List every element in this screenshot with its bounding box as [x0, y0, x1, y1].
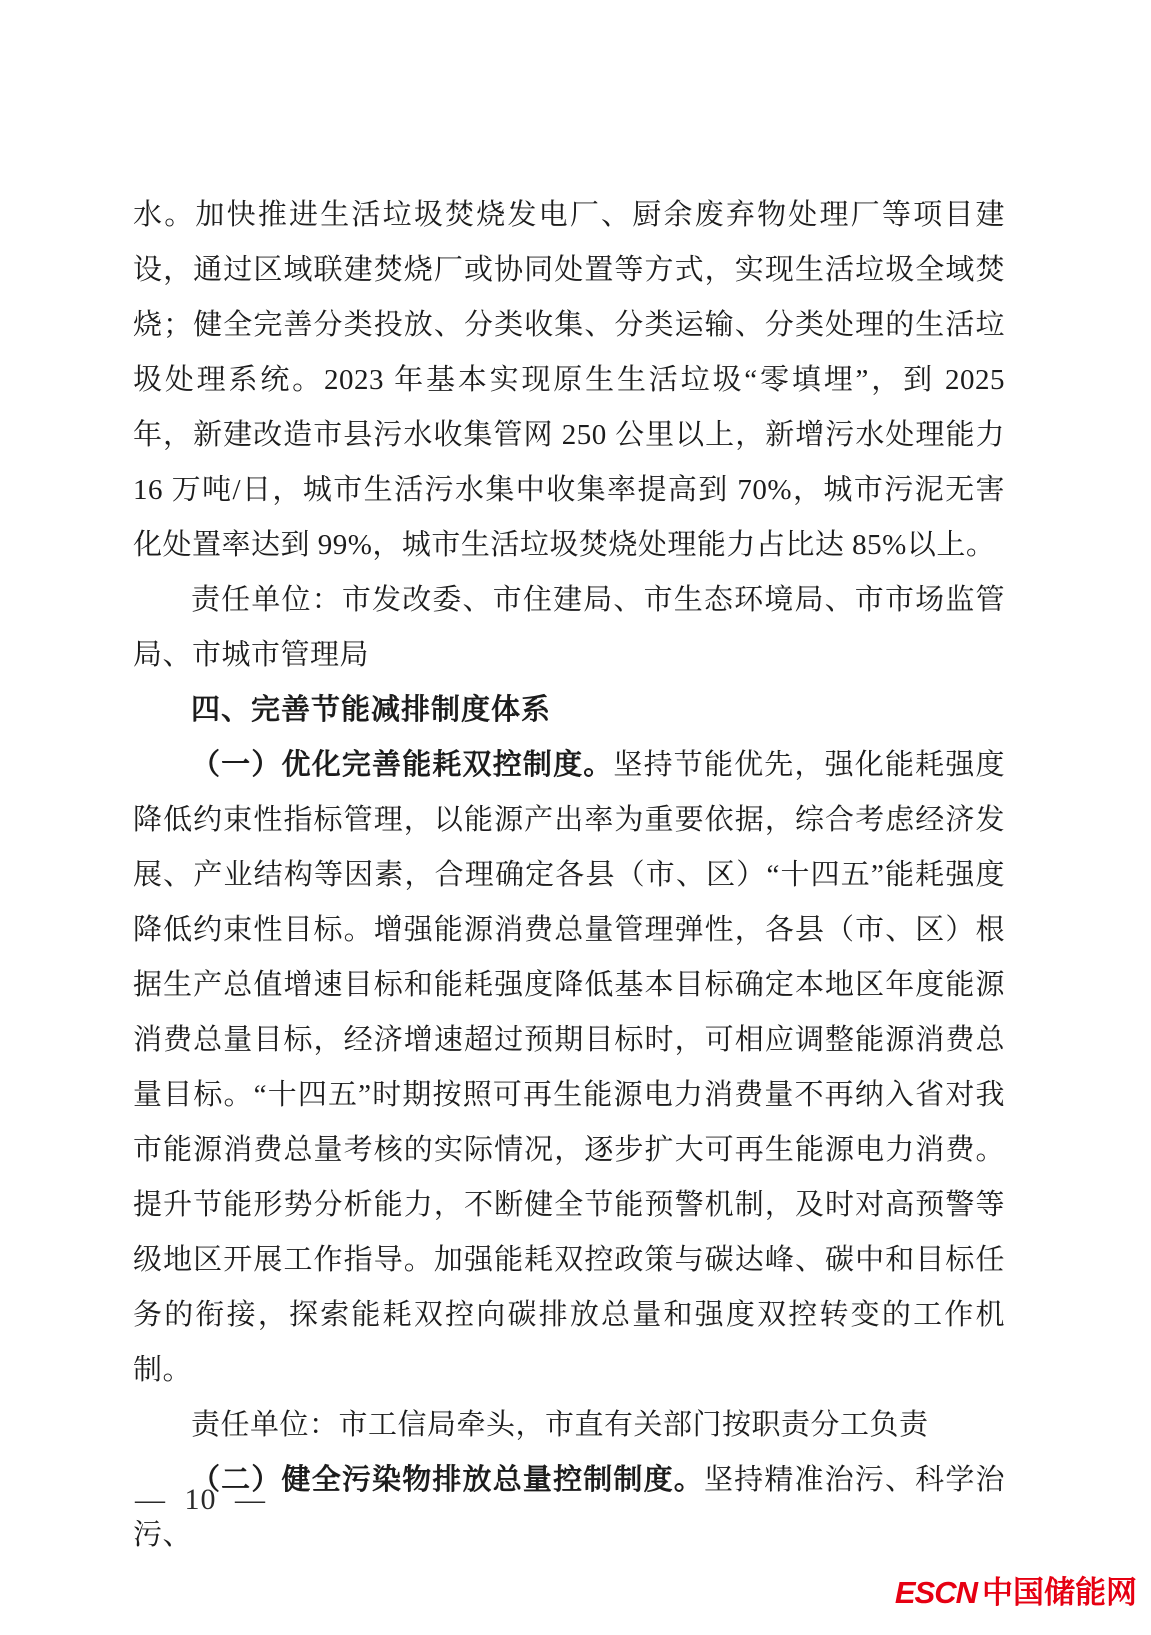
item-2-lead: （二）健全污染物排放总量控制制度。 — [191, 1464, 704, 1496]
escn-logo — [895, 1576, 1137, 1610]
item-1-text: 坚持节能优先，强化能耗强度降低约束性指标管理，以能源产出率为重要依据，综合考虑经济发展、产业结构等因素，合理确定各县（市、区）“十四五”能耗强度降低约束性目标。增强能源消费总量管理弹性，各县（市、区）根据生产总值增速目标和能耗强度降低基本目标确定本地区年度能源消费总量目标，经济增速超过预期目标时，可相应调整能源消费总量目标。“十四五”时期按照可再生能源电力消费量不再纳入省对我市能源消费总量考核的实际情况，逐步扩大可再生能源电力消费。提升节能形势分析能力，不断健全节能预警机制，及时对高预警等级地区开展工作指导。加强能耗双控政策与碳达峰、碳中和目标任务的衔接，探索能耗双控向碳排放总量和强度双控转变的工作机制。 — [133, 749, 1005, 1386]
paragraph-responsible-units-1: 责任单位：市发改委、市住建局、市生态环境局、市市场监管局、市城市管理局 — [133, 584, 1005, 671]
logo-en-text: ESCN — [894, 1575, 977, 1610]
section-heading: 四、完善节能减排制度体系 — [191, 694, 552, 726]
item-2-text: 坚持精准治污、科学治污、 — [133, 1464, 1005, 1551]
paragraph-continuation: 水。加快推进生活垃圾焚烧发电厂、厨余废弃物处理厂等项目建设，通过区域联建焚烧厂或协同处置等方式，实现生活垃圾全域焚烧；健全完善分类投放、分类收集、分类运输、分类处理的生活垃圾处理系统。2023 年基本实现原生生活垃圾“零填埋”，到 2025 年，新建改造市县污水收集管网 250 公里以上，新增污水处理能力 16 万吨/日，城市生活污水集中收集率提高到 70%，城市污泥无害化处置率达到 99%，城市生活垃圾焚烧处理能力占比达 85%以上。 — [133, 199, 1005, 561]
logo-zh-text: 中国储能网 — [982, 1575, 1137, 1610]
paragraph-responsible-units-2: 责任单位：市工信局牵头，市直有关部门按职责分工负责 — [191, 1409, 929, 1441]
paragraph-item-1 — [133, 738, 1005, 1398]
document-body — [133, 188, 1005, 1563]
page-number: — 10 — — [135, 1483, 266, 1516]
item-1-lead: （一）优化完善能耗双控制度。 — [191, 749, 614, 781]
